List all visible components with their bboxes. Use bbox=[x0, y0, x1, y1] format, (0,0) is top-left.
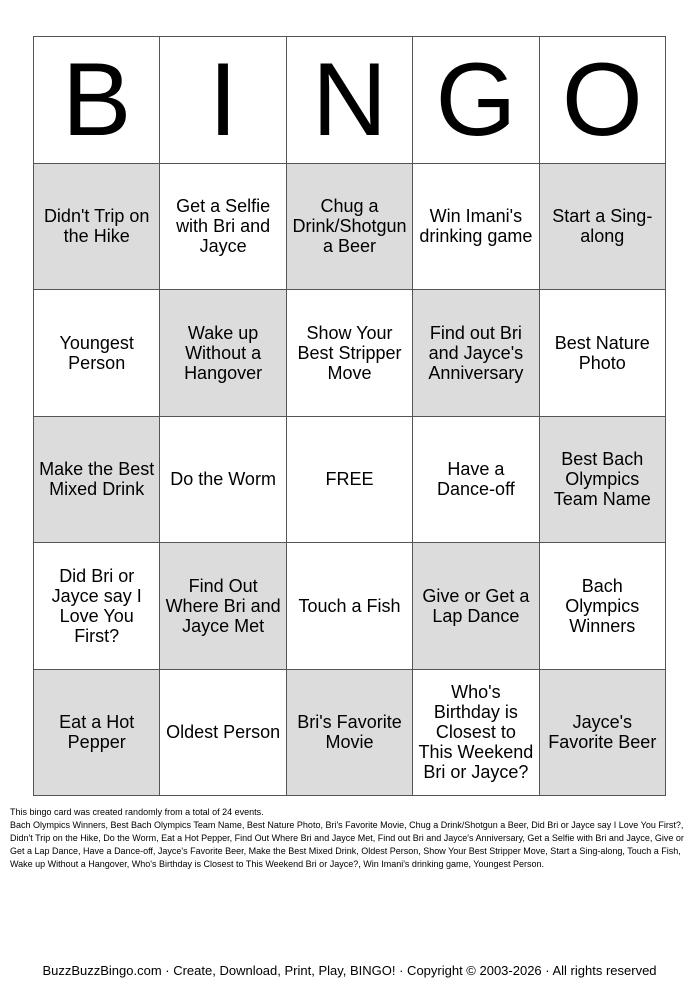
bingo-cell: Best Bach Olympics Team Name bbox=[540, 417, 666, 544]
bingo-cell: Have a Dance-off bbox=[413, 417, 539, 544]
bingo-cell: Bri's Favorite Movie bbox=[287, 670, 413, 797]
bingo-cell: Best Nature Photo bbox=[540, 290, 666, 417]
bingo-cell: Touch a Fish bbox=[287, 543, 413, 670]
bingo-cell: Find Out Where Bri and Jayce Met bbox=[160, 543, 286, 670]
bingo-cell: Chug a Drink/Shotgun a Beer bbox=[287, 164, 413, 291]
bingo-cell: Youngest Person bbox=[34, 290, 160, 417]
header-letter-g: G bbox=[413, 37, 539, 164]
header-letter-o: O bbox=[540, 37, 666, 164]
bingo-cell: Do the Worm bbox=[160, 417, 286, 544]
bingo-cell: Eat a Hot Pepper bbox=[34, 670, 160, 797]
bingo-cell: Bach Olympics Winners bbox=[540, 543, 666, 670]
bingo-cell: Wake up Without a Hangover bbox=[160, 290, 286, 417]
bingo-cell: Who's Birthday is Closest to This Weekend Bri or Jayce? bbox=[413, 670, 539, 797]
bingo-cell: Jayce's Favorite Beer bbox=[540, 670, 666, 797]
header-letter-i: I bbox=[160, 37, 286, 164]
bingo-cell: Give or Get a Lap Dance bbox=[413, 543, 539, 670]
free-space-cell: FREE bbox=[287, 417, 413, 544]
bingo-cell: Did Bri or Jayce say I Love You First? bbox=[34, 543, 160, 670]
header-letter-b: B bbox=[34, 37, 160, 164]
header-letter-n: N bbox=[287, 37, 413, 164]
bingo-cell: Win Imani's drinking game bbox=[413, 164, 539, 291]
bingo-cell: Start a Sing-along bbox=[540, 164, 666, 291]
card-notes bbox=[10, 806, 690, 871]
events-list: Bach Olympics Winners, Best Bach Olympics Team Name, Best Nature Photo, Bri's Favorite Movie, Chug a Drink/Shotgun a Beer, Did Bri or Jayce say I Love You First?, Didn't Trip on the Hike, Do the Worm, Eat a Hot Pepper, Find Out Where Bri and Jayce Met, Find out Bri and Jayce's Anniversary, Get a Selfie with Bri and Jayce, Give or Get a Lap Dance, Have a Dance-off, Jayce's Favorite Beer, Make the Best Mixed Drink, Oldest Person, Show Your Best Stripper Move, Start a Sing-along, Touch a Fish, Wake up Without a Hangover, Who's Birthday is Closest to This Weekend Bri or Jayce?, Win Imani's drinking game, Youngest Person. bbox=[10, 820, 684, 869]
bingo-card bbox=[33, 36, 666, 796]
bingo-cell: Oldest Person bbox=[160, 670, 286, 797]
card-info-line: This bingo card was created randomly from a total of 24 events. bbox=[10, 807, 264, 817]
copyright-line: BuzzBuzzBingo.com · Create, Download, Print, Play, BINGO! · Copyright © 2003-2026 · All rights reserved bbox=[42, 963, 657, 978]
bingo-cell: Make the Best Mixed Drink bbox=[34, 417, 160, 544]
bingo-cell: Show Your Best Stripper Move bbox=[287, 290, 413, 417]
bingo-cell: Find out Bri and Jayce's Anniversary bbox=[413, 290, 539, 417]
bingo-cell: Didn't Trip on the Hike bbox=[34, 164, 160, 291]
bingo-cell: Get a Selfie with Bri and Jayce bbox=[160, 164, 286, 291]
